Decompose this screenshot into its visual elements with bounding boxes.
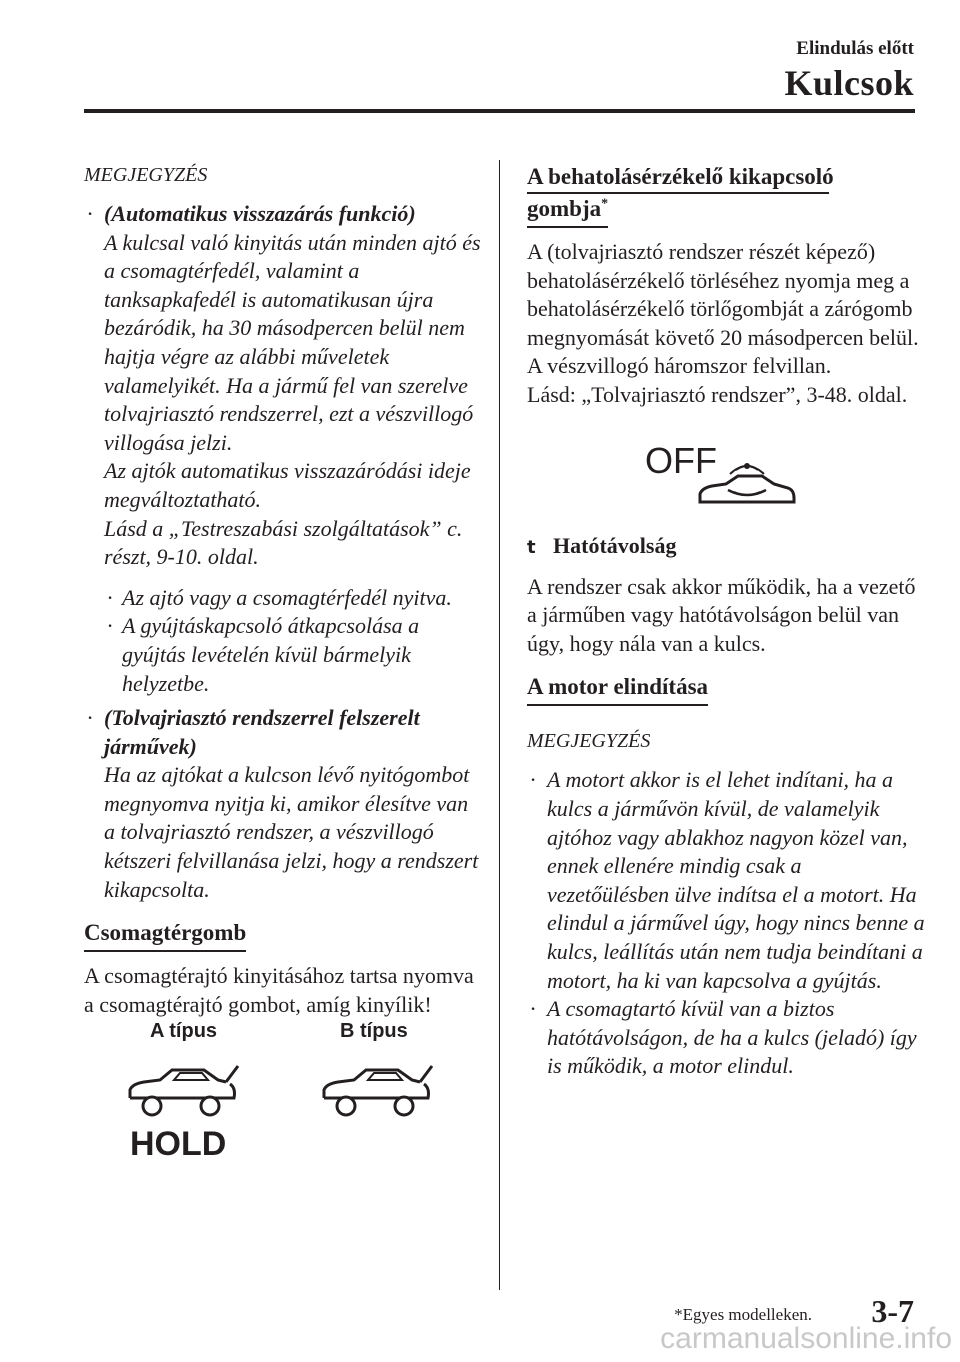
bullet-dot: ·: [87, 705, 93, 731]
note-title-2: MEGJEGYZÉS: [527, 730, 651, 753]
header-rule: [84, 109, 915, 113]
note-title: MEGJEGYZÉS: [84, 164, 208, 186]
left-column: [84, 162, 484, 1019]
page-number: 3-7: [871, 1293, 914, 1329]
column-divider: [499, 160, 500, 1290]
engine-note-2: · A csomagtartó kívül van a biztos hatótávolságon, de ha a kulcs (jeladó) így is működik, a motor elindul.: [530, 996, 917, 1079]
note-bullet-alarm: [84, 704, 484, 904]
bullet-dot: ·: [87, 201, 93, 226]
range-text: A rendszer csak akkor működik, ha a vezető a járműben vagy hatótávolságon belül van úgy, hogy nála van a kulcs.: [527, 573, 916, 656]
right-column: [527, 162, 927, 410]
intrusion-sensor-icon: [694, 456, 800, 516]
autolock-sub-1: · Az ajtó vagy a csomagtérfedél nyitva.: [107, 584, 452, 610]
range-heading: Hatótávolság: [553, 533, 677, 558]
type-a-label: A típus: [150, 1020, 218, 1042]
alarm-title: (Tolvajriasztó rendszerrel felszerelt járművek): [104, 705, 420, 759]
autolock-text: A kulcsal való kinyitás után minden ajtó és a csomagtérfedél, valamint a tanksapkafedél is automatikusan újra bezáródik, ha 30 másodpercen belül nem hajtja végre az alábbi műveletek valamelyikét. Ha a jármű fel van szerelve tolvajriasztó rendszerrel, ezt a vészvillogó villogása jelzi.: [104, 229, 481, 455]
note-bullet-autolock: [84, 200, 484, 572]
intrusion-heading-line2: gombja*: [527, 194, 608, 228]
autolock-text-2: Az ajtók automatikus visszazáródási ideje megváltoztatható.: [104, 458, 471, 512]
intrusion-heading-line1: A behatolásérzékelő kikapcsoló: [527, 164, 834, 189]
alarm-text: Ha az ajtókat a kulcson lévő nyitógombot megnyomva nyitja ki, amikor élesítve van a tolvajriasztó rendszer, a vészvillogó kétszeri felvillanása jelzi, hogy a rendszert kikapcsolta.: [104, 762, 479, 902]
chapter-title: Kulcsok: [784, 63, 914, 103]
intrusion-reference: Lásd: „Tolvajriasztó rendszer”, 3-48. oldal.: [527, 381, 908, 407]
hold-label: HOLD: [130, 1125, 227, 1163]
trunk-open-icon-a: [122, 1062, 242, 1122]
off-label: OFF: [645, 440, 717, 481]
asterisk: *: [601, 196, 609, 212]
engine-note-1: · A motort akkor is el lehet indítani, ha a kulcs a járművön kívül, de valamelyik ajtóhoz vagy ablakhoz nagyon közel van, ennek ellenére mindig csak a vezetőülésben ülve indítsa el a motort. Ha elindul a járművel úgy, hogy nincs benne a kulcs, leállítás után nem tudja beindítani a motort, ha ki van kapcsolva a gyújtás.: [530, 767, 925, 993]
trunk-open-icon-b: [316, 1062, 436, 1122]
autolock-title: (Automatikus visszazárás funkció): [104, 201, 416, 226]
autolock-reference: Lásd a „Testreszabási szolgáltatások” c. részt, 9-10. oldal.: [104, 515, 463, 570]
watermark: carmanualsonline.info: [660, 1322, 952, 1355]
intrusion-text: A (tolvajriasztó rendszer részét képező) behatolásérzékelő törléséhez nyomja meg a behatolásérzékelő törlőgombját a zárógomb megnyomását követő 20 másodpercen belül. A vészvillogó háromszor felvillan.: [527, 239, 919, 379]
autolock-sub-2: · A gyújtáskapcsoló átkapcsolása a gyújtás levételén kívül bármelyik helyzetbe.: [107, 613, 420, 696]
section-title: Elindulás előtt: [796, 38, 914, 59]
range-section: [527, 532, 927, 1081]
type-b-label: B típus: [340, 1020, 408, 1042]
footnote: *Egyes modelleken.: [674, 1305, 812, 1324]
trunk-text: A csomagtérajtó kinyitásához tartsa nyomva a csomagtérajtó gombot, amíg kinyílik!: [84, 963, 474, 1017]
engine-heading: A motor elindítása: [527, 672, 708, 706]
section-marker-icon: t: [527, 537, 536, 558]
trunk-heading: Csomagtérgomb: [84, 918, 246, 952]
